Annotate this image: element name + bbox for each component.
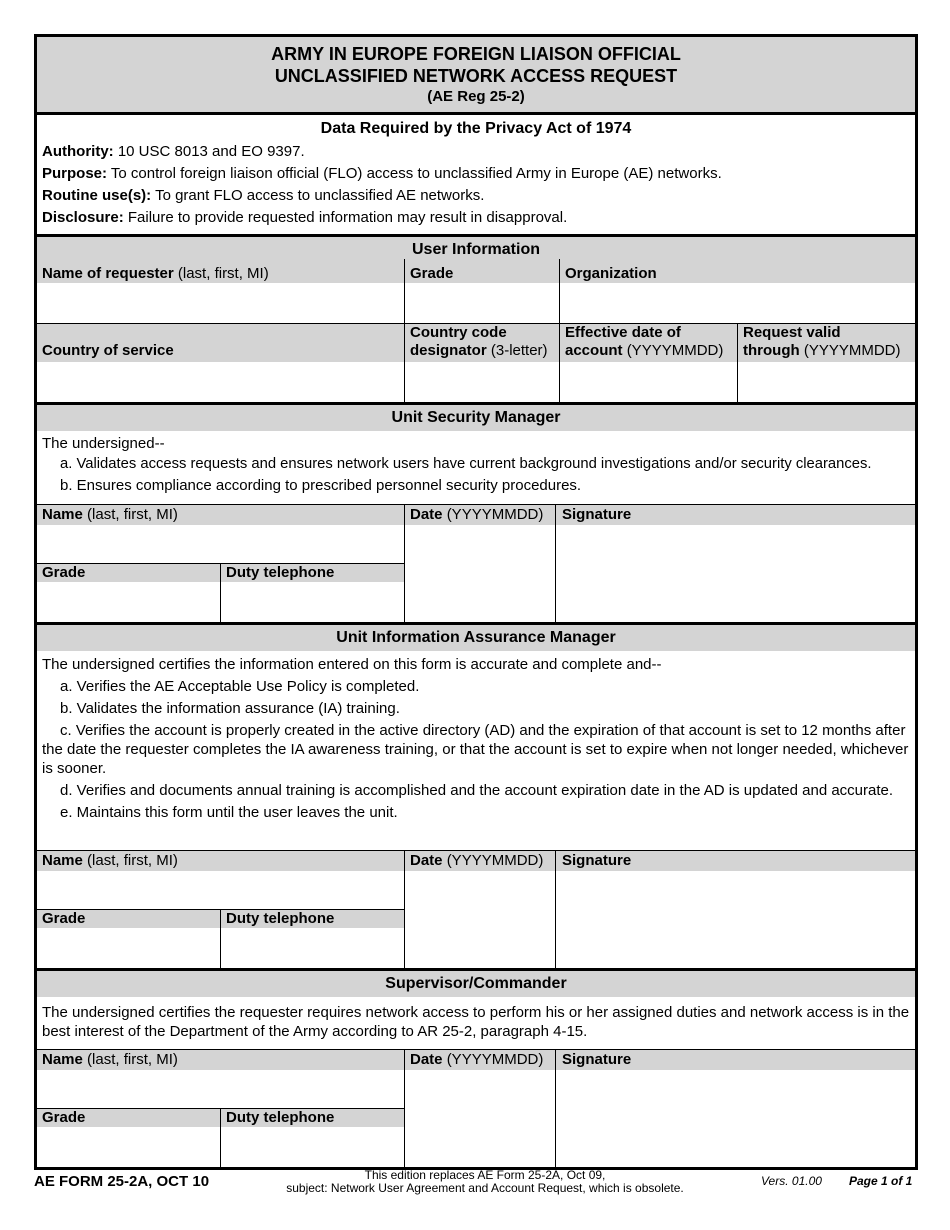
iam-date-field[interactable] xyxy=(405,871,555,968)
disclosure-line xyxy=(42,207,912,229)
usm-date-field[interactable] xyxy=(405,525,555,622)
usm-grade-label: Grade xyxy=(42,564,86,581)
edition-line1: This edition replaces AE Form 25-2A, Oct 09, xyxy=(364,1168,606,1182)
purpose-label: Purpose: xyxy=(42,165,108,182)
form-container xyxy=(34,34,918,1170)
usm-item-b: b. Ensures compliance according to prescribed personnel security procedures. xyxy=(60,477,582,494)
iam-signature-label: Signature xyxy=(562,852,632,869)
iam-item-d: d. Verifies and documents annual training is accomplished and the account expiration date in the AD is updated and accurate. xyxy=(60,782,894,799)
divider xyxy=(555,1049,556,1167)
usm-title: Unit Security Manager xyxy=(391,409,561,426)
divider xyxy=(737,323,738,402)
privacy-title: Data Required by the Privacy Act of 1974 xyxy=(320,120,632,137)
usm-date-label: Date (YYYYMMDD) xyxy=(410,506,544,523)
divider xyxy=(220,909,221,968)
usm-phone-field[interactable] xyxy=(221,582,404,622)
divider xyxy=(220,563,221,622)
form-header xyxy=(37,37,915,112)
usm-item-a: a. Validates access requests and ensures network users have current background investigations and/or security clearances. xyxy=(60,456,872,472)
country-field[interactable] xyxy=(37,362,404,402)
authority-label: Authority: xyxy=(42,143,114,160)
iam-item-b: b. Validates the information assurance (IA) training. xyxy=(60,700,400,717)
divider xyxy=(559,259,560,402)
supervisor-title: Supervisor/Commander xyxy=(385,975,567,992)
sup-phone-field[interactable] xyxy=(221,1127,404,1167)
purpose-text: To control foreign liaison official (FLO) access to unclassified Army in Europe (AE) networks. xyxy=(110,165,722,182)
sup-date-label: Date (YYYYMMDD) xyxy=(410,1051,544,1068)
iam-item-a: a. Verifies the AE Acceptable Use Policy is completed. xyxy=(60,678,420,695)
usm-grade-field[interactable] xyxy=(37,582,220,622)
requester-grade-label: Grade xyxy=(410,265,454,282)
sup-name-label: Name (last, first, MI) xyxy=(42,1051,178,1068)
routine-line xyxy=(42,185,912,207)
usm-signature-label: Signature xyxy=(562,506,632,523)
version: Vers. 01.00 xyxy=(761,1174,822,1188)
country-label: Country of service xyxy=(42,342,174,359)
country-code-field[interactable] xyxy=(405,362,559,402)
usm-name-label: Name (last, first, MI) xyxy=(42,506,178,523)
valid-through-field[interactable] xyxy=(738,362,915,402)
disclosure-text: Failure to provide requested information may result in disapproval. xyxy=(127,209,568,226)
divider xyxy=(404,504,405,622)
supervisor-text: The undersigned certifies the requester requires network access to perform his or her assigned duties and network access is in the best interest of the Department of the Army according to AR 25-2, paragraph 4-15. xyxy=(42,1004,910,1040)
sup-phone-label: Duty telephone xyxy=(226,1109,335,1126)
authority-line xyxy=(42,141,912,163)
iam-title: Unit Information Assurance Manager xyxy=(336,629,616,646)
iam-date-label: Date (YYYYMMDD) xyxy=(410,852,544,869)
routine-label: Routine use(s): xyxy=(42,187,152,204)
divider xyxy=(220,1108,221,1167)
iam-grade-label: Grade xyxy=(42,910,86,927)
usm-intro: The undersigned-- xyxy=(42,435,165,452)
edition-note xyxy=(260,1169,710,1195)
page-number: Page 1 of 1 xyxy=(849,1174,913,1188)
form-title-line1: ARMY IN EUROPE FOREIGN LIAISON OFFICIAL xyxy=(271,44,681,64)
sup-name-field[interactable] xyxy=(37,1070,404,1108)
iam-text xyxy=(42,655,912,822)
sup-grade-label: Grade xyxy=(42,1109,86,1126)
divider xyxy=(404,850,405,968)
divider xyxy=(555,850,556,968)
form-id: AE FORM 25-2A, OCT 10 xyxy=(34,1173,210,1190)
usm-text xyxy=(42,433,912,496)
requester-grade-field[interactable] xyxy=(405,283,559,323)
form-regulation: (AE Reg 25-2) xyxy=(427,88,525,105)
iam-phone-label: Duty telephone xyxy=(226,910,335,927)
usm-signature-field[interactable] xyxy=(556,525,915,622)
divider xyxy=(404,259,405,402)
purpose-line xyxy=(42,163,912,185)
organization-field[interactable] xyxy=(560,283,915,323)
effective-date-label: Effective date of account (YYYYMMDD) xyxy=(565,324,724,359)
requester-name-label: Name of requester (last, first, MI) xyxy=(42,265,269,282)
divider xyxy=(404,1049,405,1167)
organization-label: Organization xyxy=(565,265,657,282)
iam-name-field[interactable] xyxy=(37,871,404,909)
privacy-block xyxy=(42,141,912,229)
requester-name-field[interactable] xyxy=(37,283,404,323)
iam-item-c: c. Verifies the account is properly created in the active directory (AD) and the expiration of that account is set to 12 months after the date the requester completes the IA awareness training, or that the account is set to expire when not longer needed, whichever is sooner. xyxy=(42,722,909,777)
country-code-label: Country code designator (3-letter) xyxy=(410,324,548,359)
valid-through-label: Request valid through (YYYYMMDD) xyxy=(743,324,901,359)
form-title-line2: UNCLASSIFIED NETWORK ACCESS REQUEST xyxy=(274,66,678,86)
sup-grade-field[interactable] xyxy=(37,1127,220,1167)
divider xyxy=(555,504,556,622)
sup-date-field[interactable] xyxy=(405,1070,555,1167)
user-info-title: User Information xyxy=(411,241,540,258)
iam-item-e: e. Maintains this form until the user leaves the unit. xyxy=(60,804,398,821)
sup-signature-label: Signature xyxy=(562,1051,632,1068)
iam-intro: The undersigned certifies the information entered on this form is accurate and complete and-- xyxy=(42,656,662,673)
iam-phone-field[interactable] xyxy=(221,928,404,968)
iam-grade-field[interactable] xyxy=(37,928,220,968)
usm-phone-label: Duty telephone xyxy=(226,564,335,581)
sup-signature-field[interactable] xyxy=(556,1070,915,1167)
routine-text: To grant FLO access to unclassified AE networks. xyxy=(155,187,485,204)
authority-text: 10 USC 8013 and EO 9397. xyxy=(117,143,305,160)
disclosure-label: Disclosure: xyxy=(42,209,124,226)
iam-signature-field[interactable] xyxy=(556,871,915,968)
effective-date-field[interactable] xyxy=(560,362,737,402)
usm-name-field[interactable] xyxy=(37,525,404,563)
edition-line2: subject: Network User Agreement and Account Request, which is obsolete. xyxy=(286,1181,684,1195)
iam-name-label: Name (last, first, MI) xyxy=(42,852,178,869)
